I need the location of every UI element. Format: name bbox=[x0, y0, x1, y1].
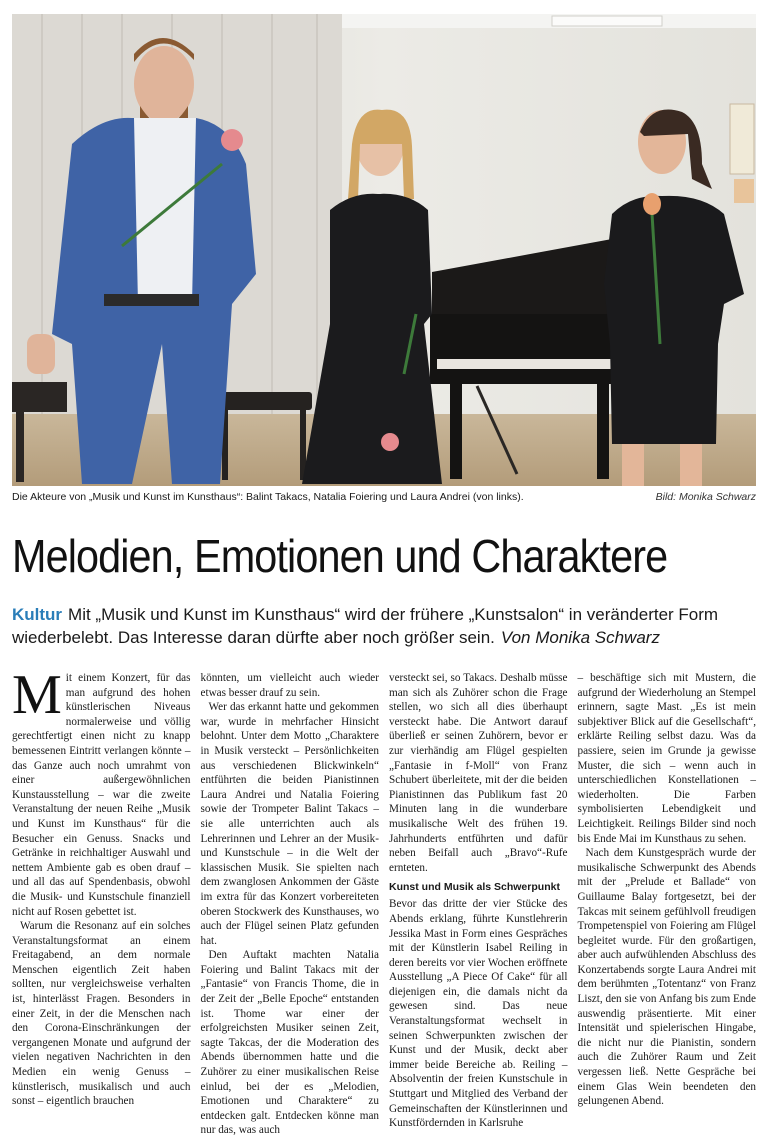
subheading: Kunst und Musik als Schwerpunkt bbox=[389, 881, 560, 894]
paragraph bbox=[12, 664, 191, 919]
article-column-1 bbox=[12, 664, 191, 1121]
paragraph: Bevor das dritte der vier Stücke des Abends erklang, führte Kunstlehrerin Jessika Mast in Form eines Gespräches mit der Künstlerin Isabel Reiling in deren bereits vor vier Wochen eröffnete Ausstellung „A Piece Of Cake“ für all diejenigen ein, die damals nicht da gewesen sind. Das neue Veranstaltungsformat wechselt in seinen Schwerpunkten zwischen der Kunst und der Musik, deckt aber immer beide Bereiche ab. Reiling – Absolventin der freien Kunstschule in Stuttgart und Mitglied des Verband der Gemeinschaften der Künstlerinnen und Kunstfördernden in Karlsruhe bbox=[389, 898, 568, 1130]
article-column-2 bbox=[200, 671, 380, 1137]
paragraph: – beschäftige sich mit Mustern, die aufgrund der Wiederholung an Stempel erinnern, sagte Mast. „Es ist mein subjektiver Blick auf die Gesellschaft“, erklärte Reiling selbst dazu. Was da passiere, seien im Grunde ja gewisse Muster, die sich – wenn auch in unterschiedlichen Konstellationen – wiederholten. Die Farben symbolisierten Lebendigkeit und Leichtigkeit. Reilings Bilder sind noch bis Ende Mai im Kunsthaus zu sehen. bbox=[577, 672, 756, 845]
paragraph: Wer das erkannt hatte und gekommen war, wurde in mehrfacher Hinsicht belohnt. Unter dem Motto „Charaktere in Musik versteckt – Persönlichkeiten aus verschiedenen Blickwinkeln“ entführten die beiden Pianistinnen Laura Andrei und Natalia Foiering sowie der Trompeter Balint Takacs – sie alle unterrichten auch als Lehrerinnen und Lehrer an der Musik- und Kunstschule – in die Welt der klassischen Musik. Sie spielten nach dem zwanglosen Ankommen der Gäste im extra für das Konzert vorbereiteten oberen Stockwerk des Kunsthauses, wo auch der Flügel seinen Platz gefunden hat. bbox=[200, 701, 379, 947]
paragraph-text: it einem Konzert, für das man aufgrund des hohen künstlerischen Niveaus normalerweise und völlig gerechtfertigt einen nicht zu knapp bemessenen Eintritt verlangen könnte – das Ganze auch noch umrahmt von einer außergewöhnlichen Kunstausstellung – war die zweite Veranstaltung der neuen Reihe „Musik und Kunst im Kunsthaus“ für die Besucher ein Genuss. Snacks und Getränke in reichhaltiger Auswahl und nettem Ambiente gab es oben drauf – und all das auf Spendenbasis, obwohl die Musik- und Kunstschule finanziell nicht auf Rosen gebettet ist. bbox=[12, 672, 191, 918]
lead-paragraph bbox=[12, 603, 756, 649]
section-kicker: Kultur bbox=[12, 605, 63, 624]
paragraph: versteckt sei, so Takacs. Deshalb müsse man sich als Zuhörer schon die Frage stellen, wo sich all dies überhaupt versteckt habe. Die Antwort darauf überließ er seinen Zuhörern, bevor er zur vierhändig am Flügel gespielten „Fantasie in f-Moll“ von Franz Schubert überleitete, mit der die beiden Pianistinnen das Publikum fast 20 Minuten lang in die wunderbare musikalische Welt des frühen 19. Jahrhunderts entführten und dafür neben Beifall auch „Bravo“-Rufe ernteten. bbox=[389, 672, 568, 874]
paragraph: könnten, um vielleicht auch wieder etwas besser drauf zu sein. bbox=[200, 672, 379, 699]
article-photo bbox=[12, 14, 756, 486]
headline: Melodien, Emotionen und Charaktere bbox=[12, 530, 668, 582]
paragraph: Den Auftakt machten Natalia Foiering und Balint Takacs mit der „Fantasie“ von Francis Thome, die in der Zeit der „Belle Epoche“ entstanden ist. Thome war einer der erfolgreichsten Musiker seinen Zeit, sagte Takcas, der die Moderation des Abends übernommen hatte und die Zuhörer zu einer musikalischen Reise einlud, bei der es „Melodien, Emotionen und Charaktere“ zu entdecken galt. Entdecken könne man nur das, was auch bbox=[200, 949, 379, 1137]
author-byline: Von Monika Schwarz bbox=[500, 628, 660, 647]
paragraph: Nach dem Kunstgespräch wurde der musikalische Schwerpunkt des Abends mit der „Prelude et Ballade“ von Guillaume Balay fortgesetzt, bei der Takcas mit seinem gefühlvoll freudigen Trompetenspiel von Foiering am Flügel begleitet wurde. Für den großartigen, aber auch aufwühlenden Abschluss des Konzertabends sorgte Laura Andrei mit dem berühmten „Totentanz“ von Franz Liszt, den sie von Anfang bis zum Ende auswendig präsentierte. Mit einer Intensität und spielerischen Hingabe, die nicht nur die Pianistin, sondern auch die Zuhörer Raum und Zeit vergessen ließ. Nette Gespräche bei einem Glas Wein beendeten den gelungenen Abend. bbox=[577, 847, 756, 1108]
article-column-3 bbox=[389, 671, 568, 1130]
paragraph: Warum die Resonanz auf ein solches Veranstaltungsformat an einem Freitagabend, an dem normale Menschen eigentlich Zeit haben sollten, nur vergleichsweise verhalten ist, hinterlässt Fragen. Besonders in einer Zeit, in der die Menschen nach den Corona-Einschränkungen der vergangenen Monate und aufgrund der vielen negativen Nachrichten in den Medien ein wenig Genuss – künstlerisch, musikalisch und auch sonst – eigentlich brauchen bbox=[12, 920, 191, 1108]
article-column-4 bbox=[578, 671, 757, 1121]
caption-text: Die Akteure von „Musik und Kunst im Kunsthaus“: Balint Takacs, Natalia Foiering und Laura Andrei (von links). bbox=[12, 491, 524, 503]
dropcap: M bbox=[12, 664, 62, 726]
lead-text: Mit „Musik und Kunst im Kunsthaus“ wird der frühere „Kunstsalon“ in veränderter Form wiederbelebt. Das Interesse daran dürfte aber noch größer sein. bbox=[12, 605, 719, 647]
article-body bbox=[12, 664, 756, 1137]
photo-caption bbox=[12, 489, 756, 505]
photo-credit: Bild: Monika Schwarz bbox=[655, 491, 756, 503]
